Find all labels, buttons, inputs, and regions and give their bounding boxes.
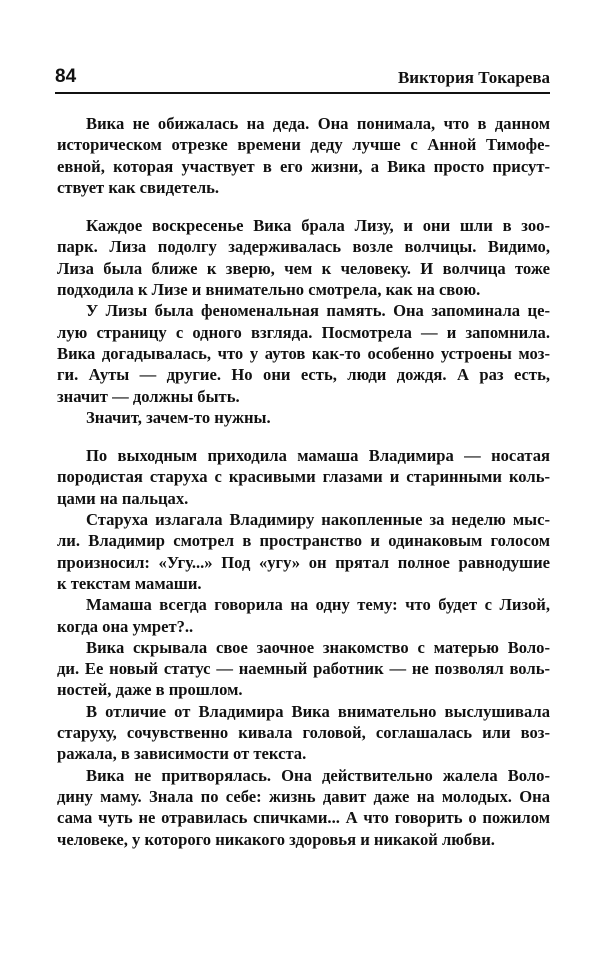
text-line: Мамаша всегда говорила на одну тему: что будет с Лизой, xyxy=(86,595,550,615)
text-line: Вика догадывалась, что у аутов как-то особенно устроены моз- xyxy=(57,343,550,363)
text-line: произносил: «Угу...» Под «угу» он прятал полное равнодушие xyxy=(57,552,550,572)
text-line: лую страницу с одного взгляда. Посмотрела — и запомнила. xyxy=(57,322,550,342)
text-section xyxy=(57,113,550,198)
text-line: к текстам мамаши. xyxy=(57,573,202,593)
text-line: дину маму. Знала по себе: жизнь давит даже на молодых. Она xyxy=(57,786,550,806)
paragraph xyxy=(57,637,550,701)
text-line: евной, которая участвует в его жизни, а Вика просто присут- xyxy=(57,156,550,176)
text-line: Лиза была ближе к зверю, чем к человеку. И волчица тоже xyxy=(57,258,550,278)
text-line: историческом отрезке времени деду лучше с Анной Тимофе- xyxy=(57,135,550,155)
running-title: Виктория Токарева xyxy=(397,68,550,87)
text-line: ражала, в зависимости от текста. xyxy=(57,744,307,764)
paragraph xyxy=(57,594,550,637)
text-line: породистая старуха с красивыми глазами и старинными коль- xyxy=(57,467,550,487)
text-line: Значит, зачем-то нужны. xyxy=(86,407,271,427)
text-line: У Лизы была феноменальная память. Она запоминала це- xyxy=(86,301,550,321)
paragraph xyxy=(57,113,550,198)
text-line: В отличие от Владимира Вика внимательно выслушивала xyxy=(86,701,550,721)
text-line: По выходным приходила мамаша Владимира — носатая xyxy=(86,446,550,466)
paragraph xyxy=(57,445,550,509)
text-line: Вика не обижалась на деда. Она понимала, что в данном xyxy=(86,114,550,133)
text-line: ли. Владимир смотрел в пространство и одинаковым голосом xyxy=(57,531,550,551)
text-line: ностей, даже в прошлом. xyxy=(57,680,243,700)
text-line: старуху, сочувственно кивала головой, соглашалась или воз- xyxy=(57,723,550,743)
text-line: ги. Ауты — другие. Но они есть, люди дождя. А раз есть, xyxy=(57,365,550,385)
text-line: значит — должны быть. xyxy=(57,386,240,406)
text-line: парк. Лиза подолгу задерживалась возле волчицы. Видимо, xyxy=(57,237,550,257)
running-header xyxy=(55,64,550,94)
paragraph xyxy=(57,701,550,765)
body-text xyxy=(57,113,550,850)
paragraph xyxy=(57,509,550,594)
text-line: сама чуть не отравилась спичками... А что говорить о пожилом xyxy=(57,808,550,828)
page-number: 84 xyxy=(55,66,77,87)
paragraph xyxy=(57,765,550,850)
text-line: подходила к Лизе и внимательно смотрела, как на свою. xyxy=(57,280,481,300)
text-line: Вика не притворялась. Она действительно жалела Воло- xyxy=(86,765,550,785)
text-line: цами на пальцах. xyxy=(57,488,189,508)
text-line: ди. Ее новый статус — наемный работник — не позволял воль- xyxy=(57,659,550,679)
text-line: ствует как свидетель. xyxy=(57,177,220,197)
text-section xyxy=(57,445,550,850)
paragraph xyxy=(57,300,550,406)
text-line: Старуха излагала Владимиру накопленные за неделю мыс- xyxy=(86,510,550,530)
text-line: когда она умрет?.. xyxy=(57,616,194,636)
paragraph xyxy=(57,215,550,300)
text-line: человеке, у которого никакого здоровья и никакой любви. xyxy=(57,829,495,849)
text-line: Каждое воскресенье Вика брала Лизу, и они шли в зоо- xyxy=(86,216,550,236)
text-section xyxy=(57,215,550,428)
text-line: Вика скрывала свое заочное знакомство с матерью Воло- xyxy=(86,637,550,657)
paragraph xyxy=(57,407,550,428)
